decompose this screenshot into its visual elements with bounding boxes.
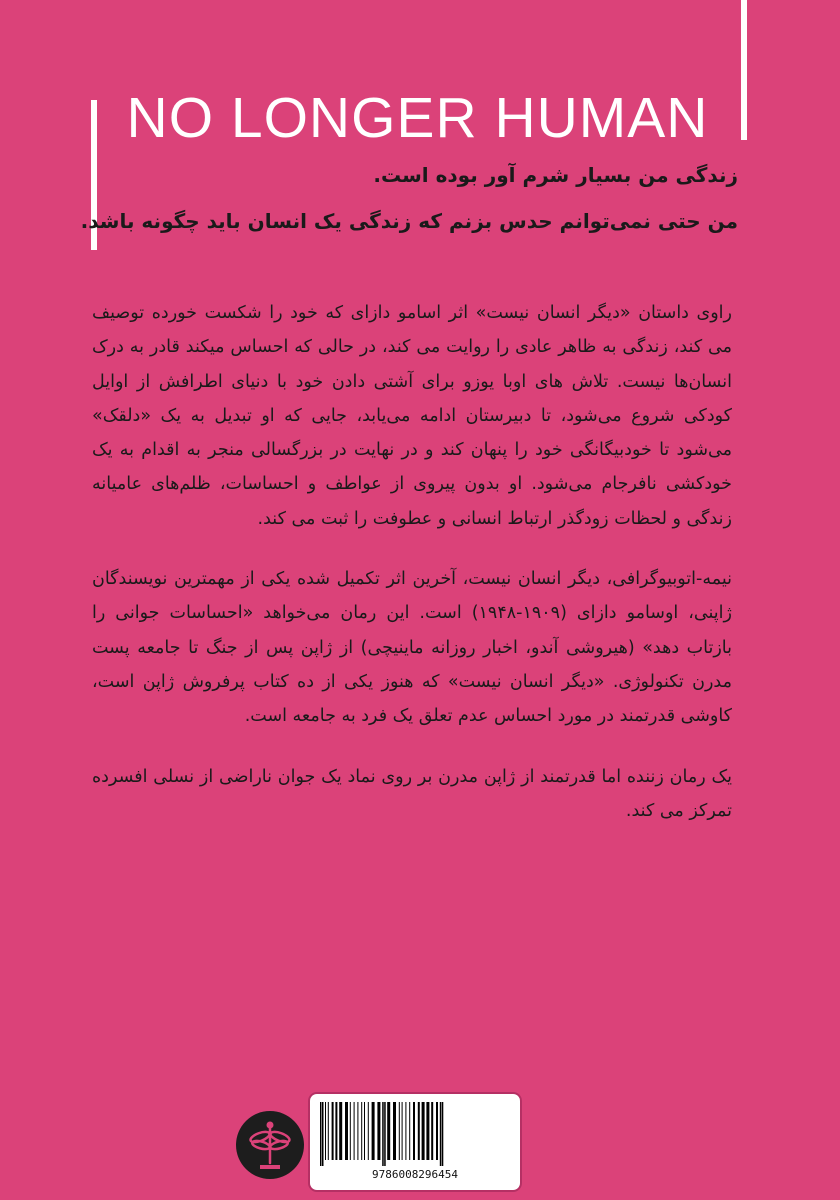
- barcode-bars: [318, 1102, 512, 1166]
- synopsis-paragraph-3: یک رمان زننده اما قدرتمند از ژاپن مدرن بر روی نماد یک جوان ناراضی از نسلی افسرده تمرکز می کند.: [92, 766, 732, 821]
- tagline-line-2: من حتی نمی‌توانم حدس بزنم که زندگی یک انسان باید چگونه باشد.: [80, 209, 738, 233]
- synopsis: [92, 296, 732, 854]
- isbn-number: 9786008296454: [371, 1168, 459, 1181]
- synopsis-paragraph-1: راوی داستان «دیگر انسان نیست» اثر اسامو دازای که خود را شکست خورده توصیف می کند، زندگی به ظاهر عادی را روایت می کند، در حالی که احساس میکند قادر به درک انسان‌ها نیست. تلاش های اوبا یوزو برای آشتی دادن خود با دنیای اطرافش از اوایل کودکی شروع می‌شود، تا دبیرستان ادامه می‌یابد، جایی که او تبدیل به یک «دلقک» می‌شود تا خودبیگانگی خود را پنهان کند و در نهایت در بزرگسالی منجر به اقدام به یک خودکشی نافرجام می‌شود. او بدون پیروی از عواطف و احساسات، ظلم‌های عامیانه زندگی و لحظات زودگذر ارتباط انسانی و عطوفت را ثبت می کند.: [92, 303, 732, 529]
- dragonfly-logo-icon: [236, 1111, 304, 1179]
- tagline-line-1: زندگی من بسیار شرم آور بوده است.: [373, 163, 738, 187]
- synopsis-paragraph-2: نیمه-اتوبیوگرافی، دیگر انسان نیست، آخرین اثر تکمیل شده یکی از مهمترین نویسندگان ژاپنی، اوسامو دازای (۱۹۰۹-۱۹۴۸) است. این رمان می‌خواهد «احساسات جوانی را بازتاب دهد» (هیروشی آندو، اخبار روزانه ماینیچی) از ژاپن پس از جنگ تا جامعه پست مدرن تکنولوژی. «دیگر انسان نیست» که هنوز یکی از ده کتاب پرفروش ژاپن است، کاوشی قدرتمند در مورد احساس عدم تعلق یک فرد به جامعه است.: [92, 569, 732, 727]
- isbn-barcode: [310, 1094, 520, 1190]
- publisher-logo: [236, 1111, 304, 1179]
- book-title: NO LONGER HUMAN: [126, 86, 709, 150]
